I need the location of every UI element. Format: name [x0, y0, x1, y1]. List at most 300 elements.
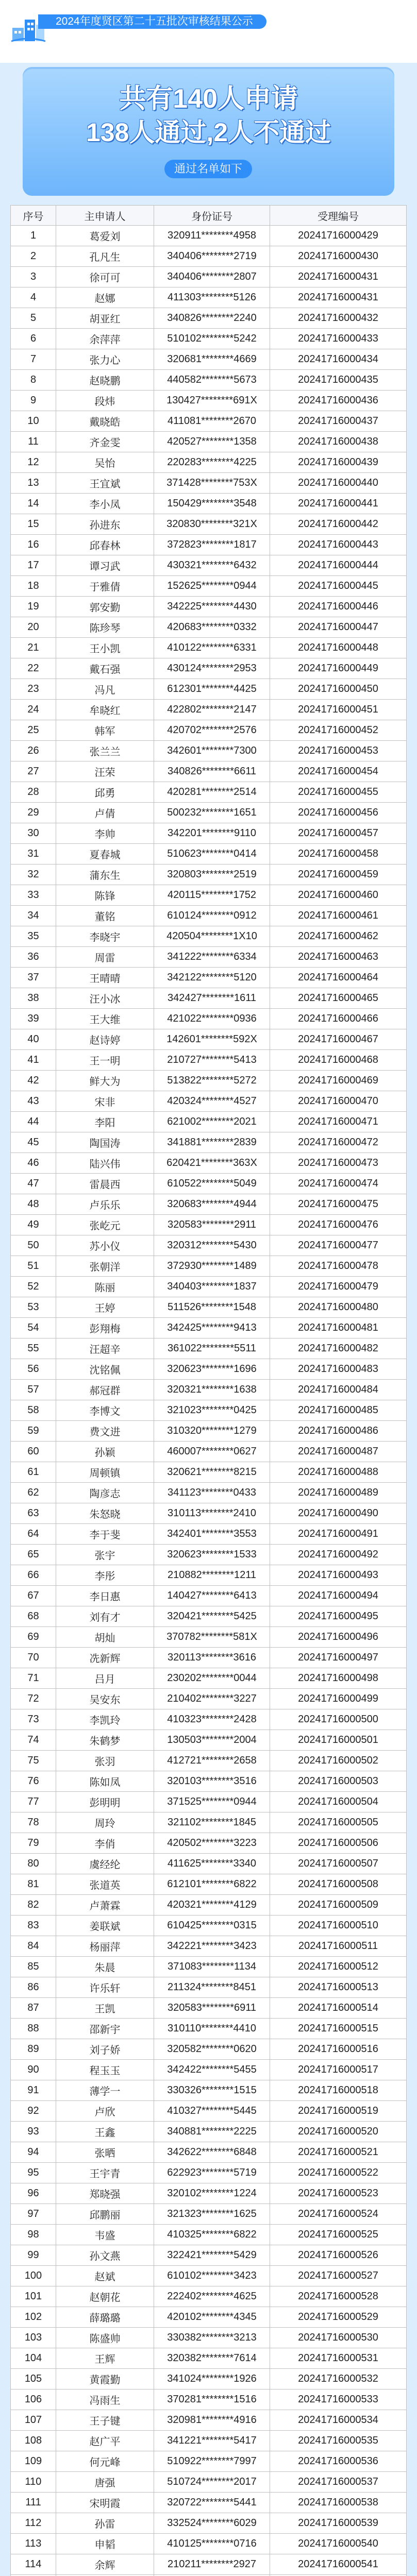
cell-id-number: 410125********0716: [154, 2534, 270, 2554]
cell-index: 18: [11, 576, 56, 597]
cell-applicant: 余辉: [56, 2554, 154, 2575]
cell-applicant: 段炜: [56, 391, 154, 411]
table-row: [11, 2060, 407, 2080]
cell-index: 31: [11, 844, 56, 865]
cell-id-number: 340403********1837: [154, 1277, 270, 1297]
cell-applicant: 王大维: [56, 1009, 154, 1029]
cell-id-number: 320981********4916: [154, 2410, 270, 2431]
cell-id-number: 341024********1926: [154, 2369, 270, 2389]
cell-applicant: 王鑫: [56, 2122, 154, 2142]
cell-index: 16: [11, 535, 56, 555]
cell-acceptance-number: 20241716000483: [270, 1359, 407, 1380]
column-header-index: 序号: [11, 206, 56, 226]
cell-index: 111: [11, 2493, 56, 2513]
cell-applicant: 刘有才: [56, 1606, 154, 1627]
cell-index: 57: [11, 1380, 56, 1400]
cell-index: 48: [11, 1194, 56, 1215]
table-row: [11, 968, 407, 988]
cell-acceptance-number: 20241716000527: [270, 2266, 407, 2286]
cell-id-number: 510922********7997: [154, 2451, 270, 2472]
cell-id-number: 621002********2021: [154, 1112, 270, 1132]
cell-id-number: 610522********5049: [154, 1174, 270, 1194]
cell-acceptance-number: 20241716000432: [270, 308, 407, 329]
table-row: [11, 1029, 407, 1050]
cell-acceptance-number: 20241716000467: [270, 1029, 407, 1050]
cell-acceptance-number: 20241716000446: [270, 597, 407, 617]
cell-id-number: 342401********3553: [154, 1524, 270, 1545]
cell-applicant: 陈丽: [56, 1277, 154, 1297]
cell-applicant: 李小凤: [56, 494, 154, 514]
cell-applicant: 赵斌: [56, 2266, 154, 2286]
cell-id-number: 410327********5445: [154, 2101, 270, 2122]
cell-applicant: 陈如凤: [56, 1771, 154, 1792]
cell-index: 59: [11, 1421, 56, 1442]
cell-acceptance-number: 20241716000458: [270, 844, 407, 865]
table-row: [11, 1174, 407, 1194]
table-row: [11, 2183, 407, 2204]
cell-applicant: 王一明: [56, 1050, 154, 1071]
cell-acceptance-number: 20241716000504: [270, 1792, 407, 1812]
table-row: [11, 2245, 407, 2266]
cell-id-number: 420702********2576: [154, 720, 270, 741]
cell-applicant: 于雅倩: [56, 576, 154, 597]
cell-acceptance-number: 20241716000457: [270, 823, 407, 844]
cell-index: 97: [11, 2204, 56, 2225]
cell-acceptance-number: 20241716000512: [270, 1957, 407, 1977]
table-row: [11, 1400, 407, 1421]
table-row: [11, 1977, 407, 1998]
cell-applicant: 齐金雯: [56, 432, 154, 452]
table-row: [11, 1998, 407, 2019]
cell-index: 9: [11, 391, 56, 411]
cell-index: 114: [11, 2554, 56, 2575]
table-row: [11, 2307, 407, 2328]
cell-index: 4: [11, 287, 56, 308]
cell-applicant: 吴安东: [56, 1689, 154, 1709]
cell-id-number: 320803********2519: [154, 865, 270, 885]
cell-id-number: 411303********5126: [154, 287, 270, 308]
cell-id-number: 460007********0627: [154, 1442, 270, 1462]
cell-index: 55: [11, 1338, 56, 1359]
table-row: [11, 1194, 407, 1215]
cell-acceptance-number: 20241716000477: [270, 1235, 407, 1256]
cell-acceptance-number: 20241716000441: [270, 494, 407, 514]
cell-acceptance-number: 20241716000453: [270, 741, 407, 761]
table-row: [11, 1297, 407, 1318]
table-row: [11, 1318, 407, 1338]
cell-acceptance-number: 20241716000447: [270, 617, 407, 638]
cell-id-number: 342427********1611: [154, 988, 270, 1009]
cell-id-number: 210727********5413: [154, 1050, 270, 1071]
cell-acceptance-number: 20241716000528: [270, 2286, 407, 2307]
cell-applicant: 汪小冰: [56, 988, 154, 1009]
cell-acceptance-number: 20241716000481: [270, 1318, 407, 1338]
cell-index: 68: [11, 1606, 56, 1627]
cell-applicant: 黄霞勤: [56, 2369, 154, 2389]
cell-acceptance-number: 20241716000541: [270, 2554, 407, 2575]
cell-applicant: 宋明霞: [56, 2493, 154, 2513]
cell-applicant: 邵新宇: [56, 2019, 154, 2039]
cell-id-number: 320103********3516: [154, 1771, 270, 1792]
table-row: [11, 926, 407, 947]
cell-index: 108: [11, 2431, 56, 2451]
cell-acceptance-number: 20241716000480: [270, 1297, 407, 1318]
cell-applicant: 赵朝花: [56, 2286, 154, 2307]
table-row: [11, 370, 407, 391]
cell-id-number: 320312********5430: [154, 1235, 270, 1256]
cell-index: 72: [11, 1689, 56, 1709]
table-row: [11, 2286, 407, 2307]
cell-id-number: 320830********321X: [154, 514, 270, 535]
table-row: [11, 2451, 407, 2472]
table-row: [11, 1648, 407, 1668]
table-row: [11, 1153, 407, 1174]
cell-index: 66: [11, 1565, 56, 1586]
cell-applicant: 夏春城: [56, 844, 154, 865]
cell-index: 70: [11, 1648, 56, 1668]
cell-applicant: 李日惠: [56, 1586, 154, 1606]
cell-acceptance-number: 20241716000435: [270, 370, 407, 391]
table-body: [11, 226, 407, 2576]
cell-id-number: 610425********0315: [154, 1916, 270, 1936]
table-row: [11, 2039, 407, 2060]
cell-applicant: 李彤: [56, 1565, 154, 1586]
cell-id-number: 610102********3423: [154, 2266, 270, 2286]
cell-index: 33: [11, 885, 56, 906]
table-row: [11, 1936, 407, 1957]
cell-id-number: 320681********4669: [154, 349, 270, 370]
cell-id-number: 411625********3340: [154, 1854, 270, 1874]
cell-acceptance-number: 20241716000510: [270, 1916, 407, 1936]
cell-applicant: 胡亚红: [56, 308, 154, 329]
cell-id-number: 142601********592X: [154, 1029, 270, 1050]
cell-id-number: 370281********1516: [154, 2389, 270, 2410]
table-row: [11, 2410, 407, 2431]
cell-acceptance-number: 20241716000540: [270, 2534, 407, 2554]
cell-id-number: 340406********2807: [154, 267, 270, 287]
cell-applicant: 何元峰: [56, 2451, 154, 2472]
cell-id-number: 342122********5120: [154, 968, 270, 988]
table-row: [11, 246, 407, 267]
cell-id-number: 342225********4430: [154, 597, 270, 617]
cell-index: 1: [11, 226, 56, 246]
cell-index: 23: [11, 679, 56, 700]
cell-applicant: 彭翔梅: [56, 1318, 154, 1338]
table-row: [11, 597, 407, 617]
cell-acceptance-number: 20241716000469: [270, 1071, 407, 1091]
table-row: [11, 2389, 407, 2410]
cell-applicant: 卢倩: [56, 803, 154, 823]
cell-acceptance-number: 20241716000496: [270, 1627, 407, 1648]
cell-acceptance-number: 20241716000525: [270, 2225, 407, 2245]
cell-acceptance-number: 20241716000459: [270, 865, 407, 885]
cell-acceptance-number: 20241716000533: [270, 2389, 407, 2410]
cell-index: 40: [11, 1029, 56, 1050]
cell-id-number: 430124********2953: [154, 658, 270, 679]
cell-index: 37: [11, 968, 56, 988]
table-row: [11, 658, 407, 679]
cell-applicant: 许乐轩: [56, 1977, 154, 1998]
cell-id-number: 320683********4944: [154, 1194, 270, 1215]
cell-acceptance-number: 20241716000437: [270, 411, 407, 432]
table-row: [11, 287, 407, 308]
banner-result-summary: 138人通过,2人不通过: [86, 118, 331, 147]
cell-id-number: 310320********1279: [154, 1421, 270, 1442]
cell-applicant: 董铭: [56, 906, 154, 926]
cell-acceptance-number: 20241716000478: [270, 1256, 407, 1277]
cell-acceptance-number: 20241716000490: [270, 1503, 407, 1524]
table-row: [11, 1009, 407, 1029]
cell-acceptance-number: 20241716000536: [270, 2451, 407, 2472]
table-row: [11, 226, 407, 246]
cell-index: 89: [11, 2039, 56, 2060]
cell-acceptance-number: 20241716000460: [270, 885, 407, 906]
table-row: [11, 1235, 407, 1256]
table-row: [11, 1215, 407, 1235]
cell-id-number: 152625********0944: [154, 576, 270, 597]
cell-acceptance-number: 20241716000508: [270, 1874, 407, 1895]
cell-index: 14: [11, 494, 56, 514]
cell-applicant: 胡灿: [56, 1627, 154, 1648]
cell-acceptance-number: 20241716000449: [270, 658, 407, 679]
cell-acceptance-number: 20241716000491: [270, 1524, 407, 1545]
cell-index: 85: [11, 1957, 56, 1977]
cell-id-number: 342201********9110: [154, 823, 270, 844]
table-row: [11, 2513, 407, 2534]
table-row: [11, 2534, 407, 2554]
cell-index: 34: [11, 906, 56, 926]
cell-acceptance-number: 20241716000529: [270, 2307, 407, 2328]
cell-index: 63: [11, 1503, 56, 1524]
cell-index: 93: [11, 2122, 56, 2142]
table-row: [11, 1462, 407, 1483]
table-row: [11, 1771, 407, 1792]
cell-index: 88: [11, 2019, 56, 2039]
cell-applicant: 费文进: [56, 1421, 154, 1442]
cell-id-number: 420527********1358: [154, 432, 270, 452]
cell-acceptance-number: 20241716000471: [270, 1112, 407, 1132]
table-row: [11, 1751, 407, 1771]
cell-acceptance-number: 20241716000482: [270, 1338, 407, 1359]
cell-applicant: 陆兴伟: [56, 1153, 154, 1174]
cell-acceptance-number: 20241716000518: [270, 2080, 407, 2101]
cell-index: 64: [11, 1524, 56, 1545]
table-row: [11, 1833, 407, 1854]
cell-applicant: 李博文: [56, 1400, 154, 1421]
table-row: [11, 885, 407, 906]
cell-index: 27: [11, 761, 56, 782]
table-header-row: [11, 206, 407, 226]
cell-index: 84: [11, 1936, 56, 1957]
cell-index: 26: [11, 741, 56, 761]
table-row: [11, 1524, 407, 1545]
cell-acceptance-number: 20241716000445: [270, 576, 407, 597]
table-row: [11, 1359, 407, 1380]
table-row: [11, 741, 407, 761]
cell-index: 12: [11, 452, 56, 473]
cell-acceptance-number: 20241716000507: [270, 1854, 407, 1874]
cell-id-number: 612101********6822: [154, 1874, 270, 1895]
cell-id-number: 320722********5441: [154, 2493, 270, 2513]
cell-index: 71: [11, 1668, 56, 1689]
cell-index: 19: [11, 597, 56, 617]
table-row: [11, 1606, 407, 1627]
cell-acceptance-number: 20241716000500: [270, 1709, 407, 1730]
cell-index: 35: [11, 926, 56, 947]
cell-applicant: 卢欣: [56, 2101, 154, 2122]
cell-index: 109: [11, 2451, 56, 2472]
cell-index: 69: [11, 1627, 56, 1648]
cell-acceptance-number: 20241716000499: [270, 1689, 407, 1709]
cell-applicant: 韩军: [56, 720, 154, 741]
cell-acceptance-number: 20241716000515: [270, 2019, 407, 2039]
cell-applicant: 冯雨生: [56, 2389, 154, 2410]
table-row: [11, 803, 407, 823]
cell-applicant: 陈锋: [56, 885, 154, 906]
cell-index: 2: [11, 246, 56, 267]
cell-index: 30: [11, 823, 56, 844]
cell-id-number: 140427********6413: [154, 1586, 270, 1606]
cell-id-number: 342422********5455: [154, 2060, 270, 2080]
cell-index: 21: [11, 638, 56, 658]
table-row: [11, 2328, 407, 2348]
table-row: [11, 2369, 407, 2389]
table-row: [11, 1874, 407, 1895]
pass-list-label: 通过名单如下: [164, 160, 252, 178]
cell-acceptance-number: 20241716000456: [270, 803, 407, 823]
cell-id-number: 321102********1845: [154, 1812, 270, 1833]
table-row: [11, 1483, 407, 1503]
cell-index: 47: [11, 1174, 56, 1194]
cell-applicant: 孙雷: [56, 2513, 154, 2534]
cell-acceptance-number: 20241716000463: [270, 947, 407, 968]
cell-applicant: 张朝洋: [56, 1256, 154, 1277]
cell-index: 38: [11, 988, 56, 1009]
cell-index: 113: [11, 2534, 56, 2554]
cell-index: 56: [11, 1359, 56, 1380]
cell-id-number: 342425********9413: [154, 1318, 270, 1338]
cell-applicant: 戴晓皓: [56, 411, 154, 432]
table-row: [11, 1256, 407, 1277]
table-row: [11, 2348, 407, 2369]
cell-index: 6: [11, 329, 56, 349]
cell-acceptance-number: 20241716000501: [270, 1730, 407, 1751]
cell-applicant: 李凯玲: [56, 1709, 154, 1730]
cell-id-number: 420683********0332: [154, 617, 270, 638]
column-header-id-number: 身份证号: [154, 206, 270, 226]
cell-applicant: 张兰兰: [56, 741, 154, 761]
cell-id-number: 320911********4958: [154, 226, 270, 246]
cell-acceptance-number: 20241716000479: [270, 1277, 407, 1297]
cell-id-number: 410323********2428: [154, 1709, 270, 1730]
cell-applicant: 王婷: [56, 1297, 154, 1318]
cell-index: 11: [11, 432, 56, 452]
cell-applicant: 邱鹏丽: [56, 2204, 154, 2225]
cell-index: 99: [11, 2245, 56, 2266]
cell-index: 3: [11, 267, 56, 287]
cell-applicant: 鲜大为: [56, 1071, 154, 1091]
cell-index: 87: [11, 1998, 56, 2019]
table-row: [11, 555, 407, 576]
header: [0, 0, 417, 63]
cell-index: 112: [11, 2513, 56, 2534]
cell-acceptance-number: 20241716000442: [270, 514, 407, 535]
cell-id-number: 371083********1134: [154, 1957, 270, 1977]
cell-applicant: 李晓宇: [56, 926, 154, 947]
cell-applicant: 刘子娇: [56, 2039, 154, 2060]
cell-acceptance-number: 20241716000535: [270, 2431, 407, 2451]
cell-applicant: 汪荣: [56, 761, 154, 782]
cell-acceptance-number: 20241716000444: [270, 555, 407, 576]
cell-id-number: 410122********6331: [154, 638, 270, 658]
cell-index: 75: [11, 1751, 56, 1771]
cell-applicant: 余萍萍: [56, 329, 154, 349]
summary-banner: [23, 67, 394, 196]
cell-index: 50: [11, 1235, 56, 1256]
table-row: [11, 1277, 407, 1297]
cell-id-number: 320321********1638: [154, 1380, 270, 1400]
cell-applicant: 邱春林: [56, 535, 154, 555]
cell-index: 53: [11, 1297, 56, 1318]
cell-acceptance-number: 20241716000521: [270, 2142, 407, 2163]
table-row: [11, 1442, 407, 1462]
cell-applicant: 陈盛帅: [56, 2328, 154, 2348]
cell-applicant: 赵晓鹏: [56, 370, 154, 391]
table-row: [11, 2266, 407, 2286]
table-row: [11, 452, 407, 473]
cell-id-number: 620421********363X: [154, 1153, 270, 1174]
cell-id-number: 342221********3423: [154, 1936, 270, 1957]
table-row: [11, 2122, 407, 2142]
cell-applicant: 赵诗婷: [56, 1029, 154, 1050]
cell-acceptance-number: 20241716000509: [270, 1895, 407, 1916]
cell-index: 100: [11, 2266, 56, 2286]
cell-applicant: 戴石强: [56, 658, 154, 679]
cell-acceptance-number: 20241716000485: [270, 1400, 407, 1421]
cell-acceptance-number: 20241716000487: [270, 1442, 407, 1462]
cell-applicant: 薄学一: [56, 2080, 154, 2101]
table-row: [11, 782, 407, 803]
cell-applicant: 郝冠群: [56, 1380, 154, 1400]
cell-id-number: 320621********8215: [154, 1462, 270, 1483]
cell-applicant: 王辉: [56, 2348, 154, 2369]
cell-applicant: 张力心: [56, 349, 154, 370]
table-row: [11, 1709, 407, 1730]
table-row: [11, 1050, 407, 1071]
cell-id-number: 420281********2514: [154, 782, 270, 803]
cell-index: 61: [11, 1462, 56, 1483]
table-row: [11, 1380, 407, 1400]
cell-acceptance-number: 20241716000475: [270, 1194, 407, 1215]
table-row: [11, 2225, 407, 2245]
cell-applicant: 李俏: [56, 1833, 154, 1854]
cell-id-number: 430321********6432: [154, 555, 270, 576]
cell-applicant: 李帅: [56, 823, 154, 844]
table-row: [11, 1132, 407, 1153]
cell-acceptance-number: 20241716000451: [270, 700, 407, 720]
cell-applicant: 程玉玉: [56, 2060, 154, 2080]
cell-index: 60: [11, 1442, 56, 1462]
cell-acceptance-number: 20241716000466: [270, 1009, 407, 1029]
table-row: [11, 947, 407, 968]
cell-index: 8: [11, 370, 56, 391]
cell-applicant: 汪超辛: [56, 1338, 154, 1359]
cell-applicant: 孙进东: [56, 514, 154, 535]
cell-applicant: 邱勇: [56, 782, 154, 803]
cell-id-number: 342601********7300: [154, 741, 270, 761]
cell-acceptance-number: 20241716000465: [270, 988, 407, 1009]
table-row: [11, 329, 407, 349]
